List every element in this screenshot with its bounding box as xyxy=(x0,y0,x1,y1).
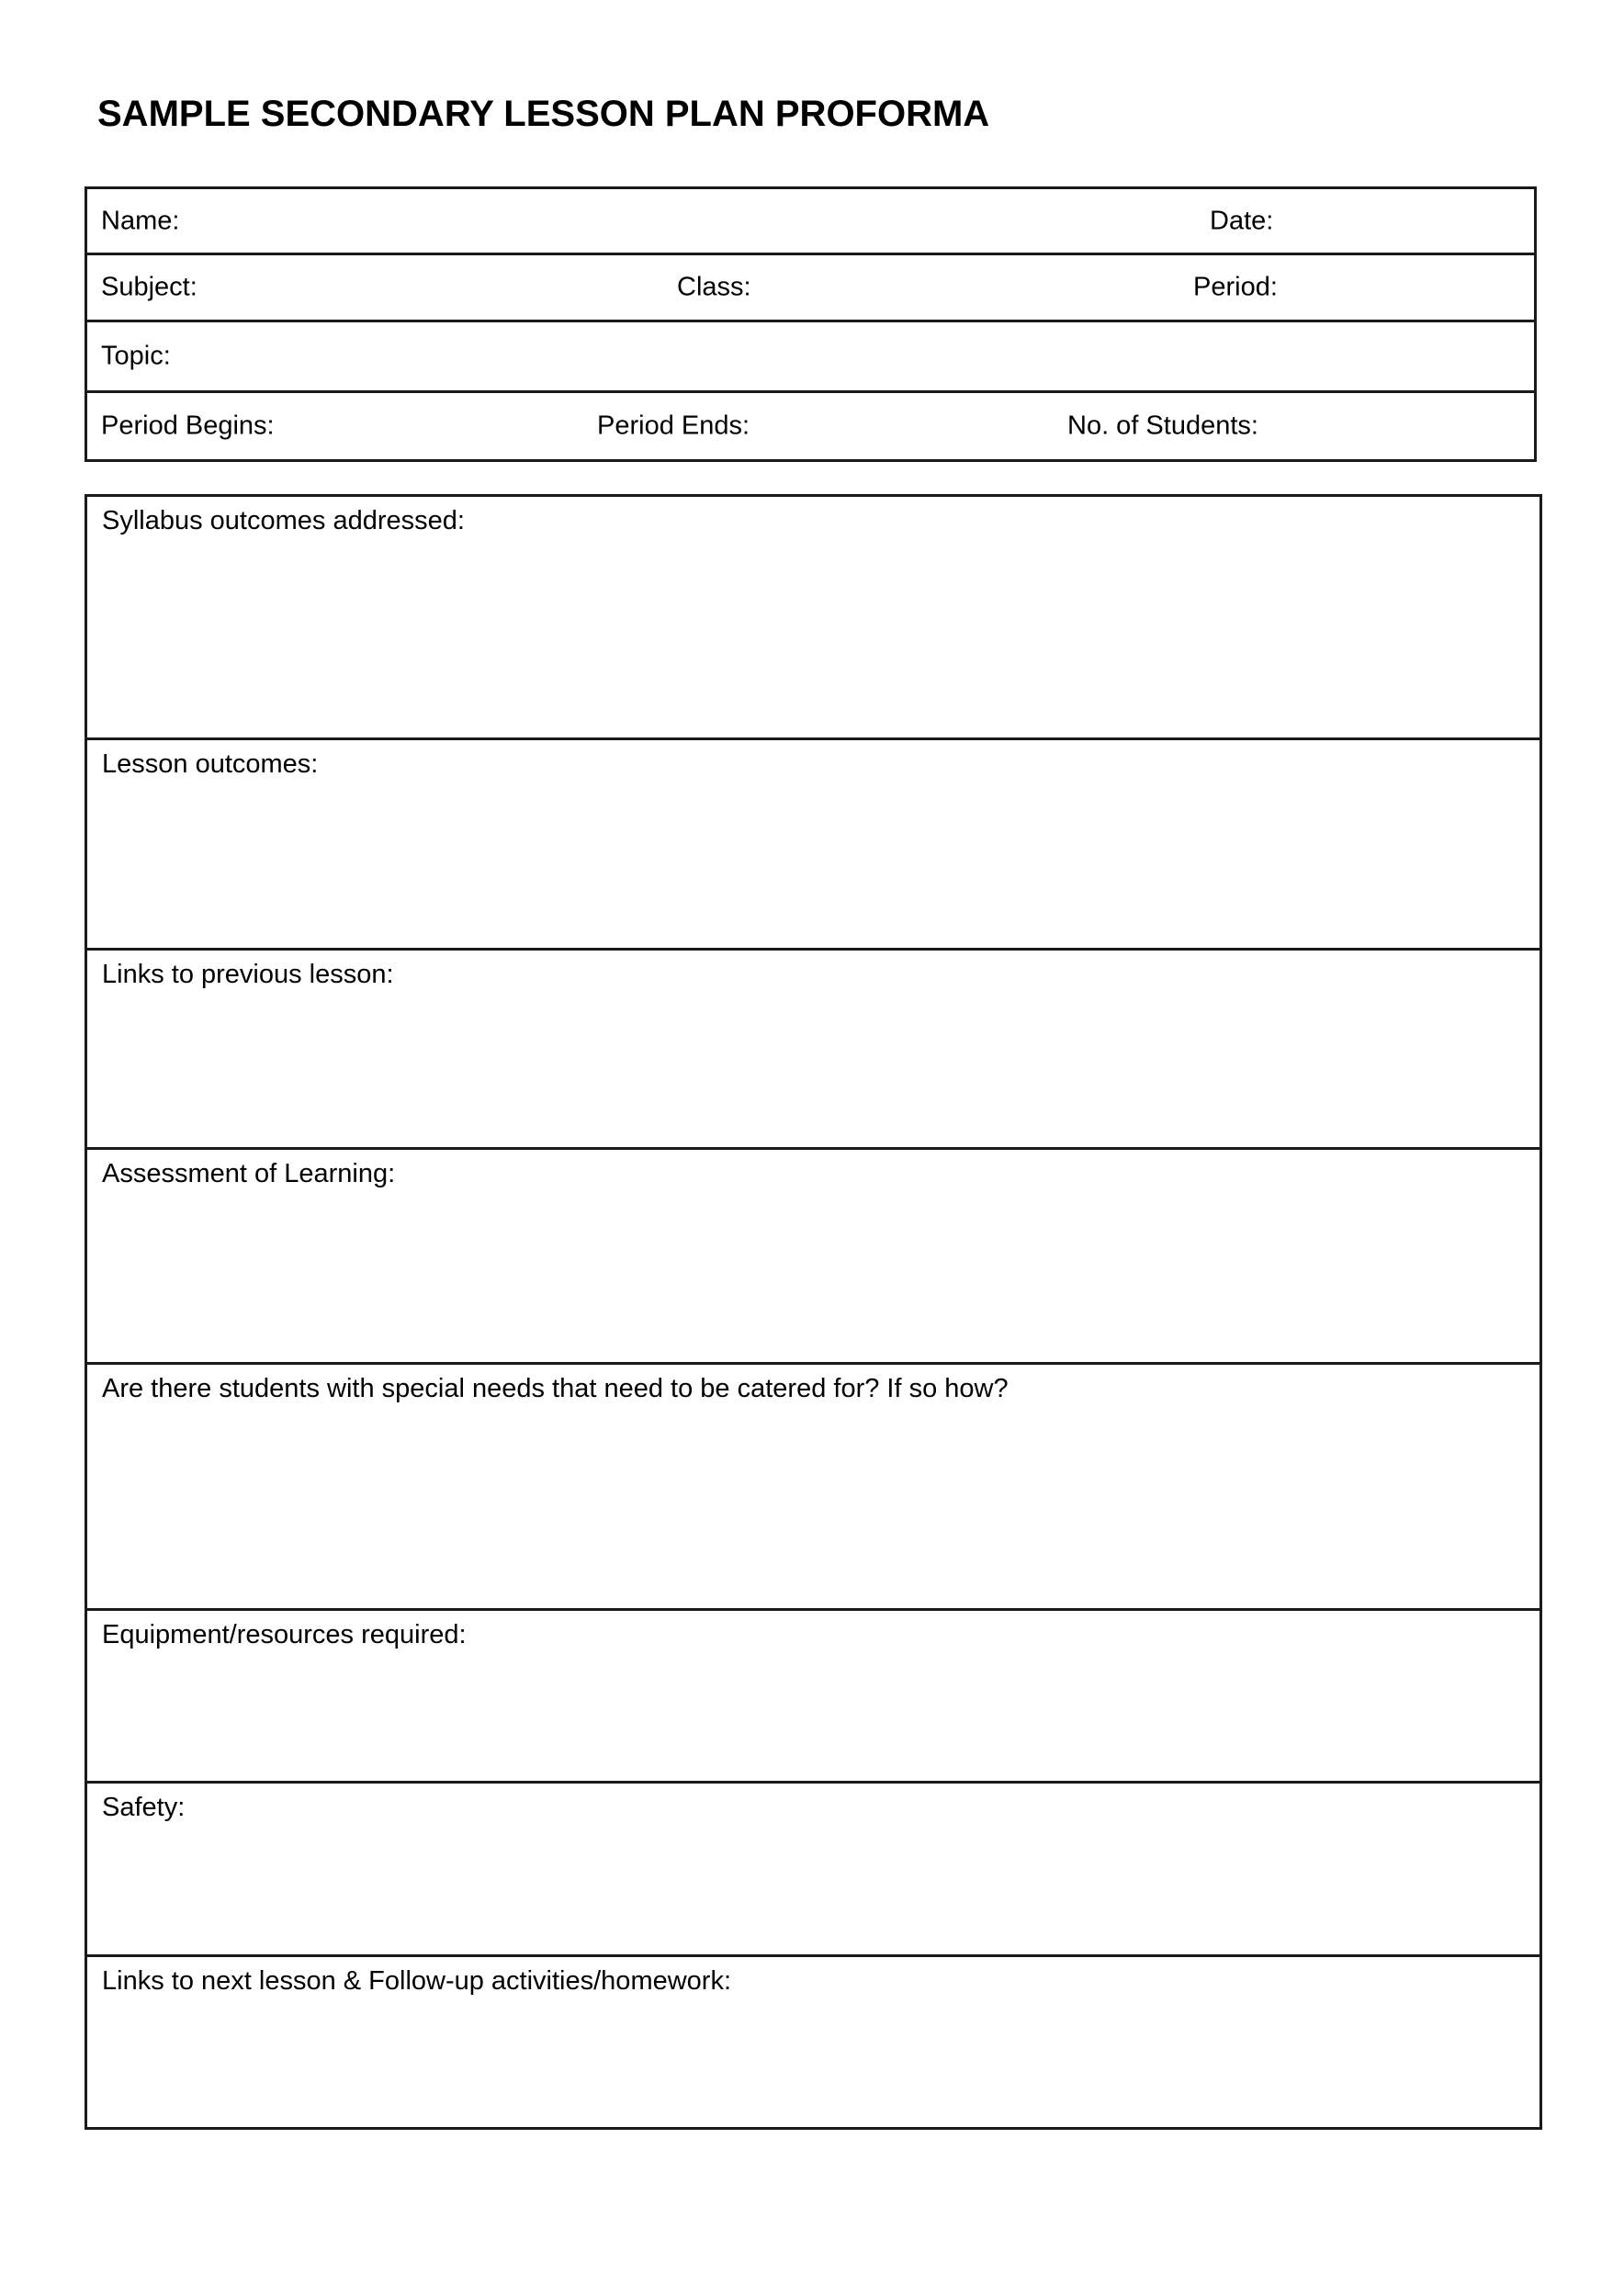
header-row-name-date[interactable] xyxy=(87,189,1534,255)
period-begins-field-label: Period Begins: xyxy=(101,411,275,441)
links-next-lesson-label: Links to next lesson & Follow-up activities/homework: xyxy=(102,1966,732,1996)
page-title: SAMPLE SECONDARY LESSON PLAN PROFORMA xyxy=(97,94,990,134)
period-ends-field-label: Period Ends: xyxy=(597,411,750,441)
sections-table xyxy=(85,494,1542,2130)
header-row-topic[interactable] xyxy=(87,322,1534,393)
special-needs-label: Are there students with special needs that need to be catered for? If so how? xyxy=(102,1374,1009,1403)
subject-field-label: Subject: xyxy=(101,272,197,302)
section-safety xyxy=(87,1784,1539,1957)
header-row-subject-class-period[interactable] xyxy=(87,255,1534,322)
syllabus-outcomes-label: Syllabus outcomes addressed: xyxy=(102,506,465,535)
students-count-field-label: No. of Students: xyxy=(1067,411,1258,441)
section-assessment-of-learning xyxy=(87,1150,1539,1365)
section-syllabus-outcomes xyxy=(87,497,1539,740)
section-special-needs xyxy=(87,1365,1539,1611)
section-links-next-lesson xyxy=(87,1957,1539,2127)
period-field-label: Period: xyxy=(1193,272,1278,302)
header-table xyxy=(85,186,1537,462)
lesson-outcomes-label: Lesson outcomes: xyxy=(102,749,319,779)
safety-label: Safety: xyxy=(102,1793,186,1822)
assessment-of-learning-label: Assessment of Learning: xyxy=(102,1159,396,1188)
safety-fill-area[interactable] xyxy=(87,1784,1539,1954)
section-equipment-resources xyxy=(87,1611,1539,1784)
section-links-previous-lesson xyxy=(87,951,1539,1150)
header-row-period-times[interactable] xyxy=(87,393,1534,459)
section-lesson-outcomes xyxy=(87,740,1539,951)
class-field-label: Class: xyxy=(677,272,751,302)
name-field-label: Name: xyxy=(101,206,180,235)
links-previous-lesson-label: Links to previous lesson: xyxy=(102,960,394,989)
topic-field-label: Topic: xyxy=(101,341,171,371)
equipment-resources-label: Equipment/resources required: xyxy=(102,1620,467,1649)
date-field-label: Date: xyxy=(1210,206,1274,235)
